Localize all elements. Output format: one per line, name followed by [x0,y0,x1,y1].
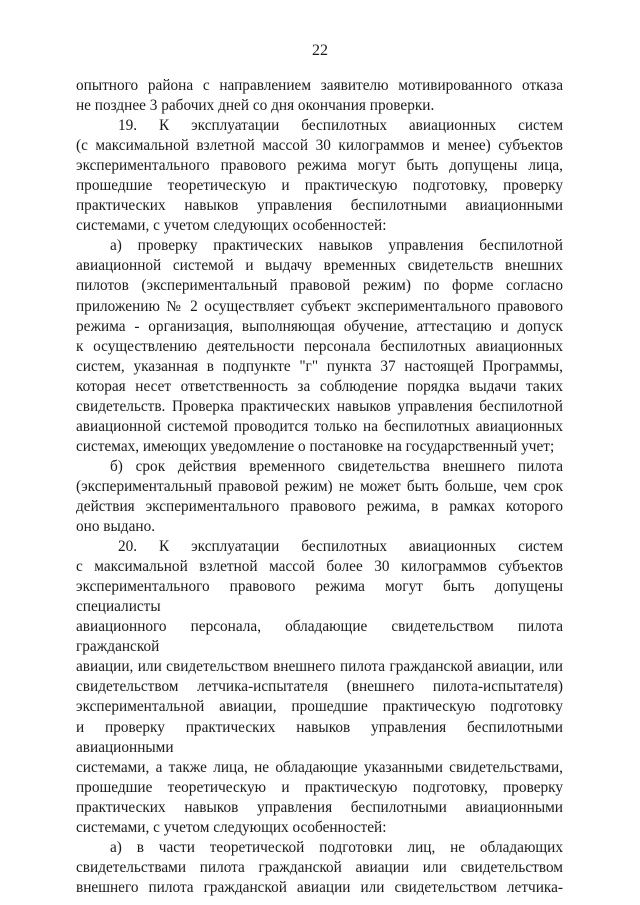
text-line: режима - организация, выполняющая обучение, аттестацию и допуск [76,317,563,335]
text-line: практических навыков управления беспилотными авиационными [76,798,563,816]
text-line: 19. К эксплуатации беспилотных авиационных систем [118,117,563,135]
text-line: системами, а также лица, не обладающие указанными свидетельствами, [76,758,563,776]
text-line: системами, с учетом следующих особенностей: [76,217,387,235]
text-line: (с максимальной взлетной массой 30 килограммов и менее) субъектов [76,137,563,155]
text-line: б) срок действия временного свидетельства внешнего пилота [110,457,563,475]
text-line: которая несет ответственность за соблюдение порядка выдачи таких [76,377,563,395]
text-line: экспериментального правового режима могут быть допущены лица, [76,157,563,175]
text-line: авиационной системой и выдачу временных свидетельств внешних [76,257,563,275]
text-line: к осуществлению деятельности персонала беспилотных авиационных [76,337,563,355]
text-line: (экспериментальный правовой режим) не может быть больше, чем срок [76,477,563,495]
text-line: свидетельствами пилота гражданской авиации или свидетельством [76,858,563,876]
text-line: и проверку практических навыков управления беспилотными авиационными [76,718,563,756]
text-line: приложению № 2 осуществляет субъект экспериментального правового [76,297,563,315]
document-body [76,76,563,898]
text-line: а) в части теоретической подготовки лиц, не обладающих [110,838,563,856]
text-line: свидетельством летчика-испытателя (внешнего пилота-испытателя) [76,678,563,696]
text-line: системах, имеющих уведомление о постановке на государственный учет; [76,437,555,455]
text-line: авиации, или свидетельством внешнего пилота гражданской авиации, или [76,658,563,676]
text-line: внешнего пилота гражданской авиации или свидетельством летчика- [76,878,563,896]
page-number: 22 [312,42,328,59]
text-line: прошедшие теоретическую и практическую подготовку, проверку [76,778,563,796]
text-line: системами, с учетом следующих особенностей: [76,818,387,836]
text-line: не позднее 3 рабочих дней со дня окончания проверки. [76,97,435,115]
text-line: практических навыков управления беспилотными авиационными [76,197,563,215]
text-line: 20. К эксплуатации беспилотных авиационных систем [118,538,563,556]
text-line: оно выдано. [76,518,156,536]
text-line: систем, указанная в подпункте "г" пункта 37 настоящей Программы, [76,357,563,375]
text-line: экспериментальной авиации, прошедшие практическую подготовку [76,698,563,716]
text-line: экспериментального правового режима могут быть допущены специалисты [76,578,563,616]
text-line: свидетельств. Проверка практических навыков управления беспилотной [76,397,563,415]
text-line: прошедшие теоретическую и практическую подготовку, проверку [76,177,563,195]
text-line: действия экспериментального правового режима, в рамках которого [76,497,563,515]
text-line: авиационного персонала, обладающие свидетельством пилота гражданской [76,618,563,656]
text-line: опытного района с направлением заявителю мотивированного отказа [76,77,563,94]
text-line: авиационной системой проводится только на беспилотных авиационных [76,417,563,435]
text-line: пилотов (экспериментальный правовой режим) по форме согласно [76,277,563,295]
text-line: с максимальной взлетной массой более 30 килограммов субъектов [76,558,563,576]
text-line: а) проверку практических навыков управления беспилотной [110,237,563,255]
